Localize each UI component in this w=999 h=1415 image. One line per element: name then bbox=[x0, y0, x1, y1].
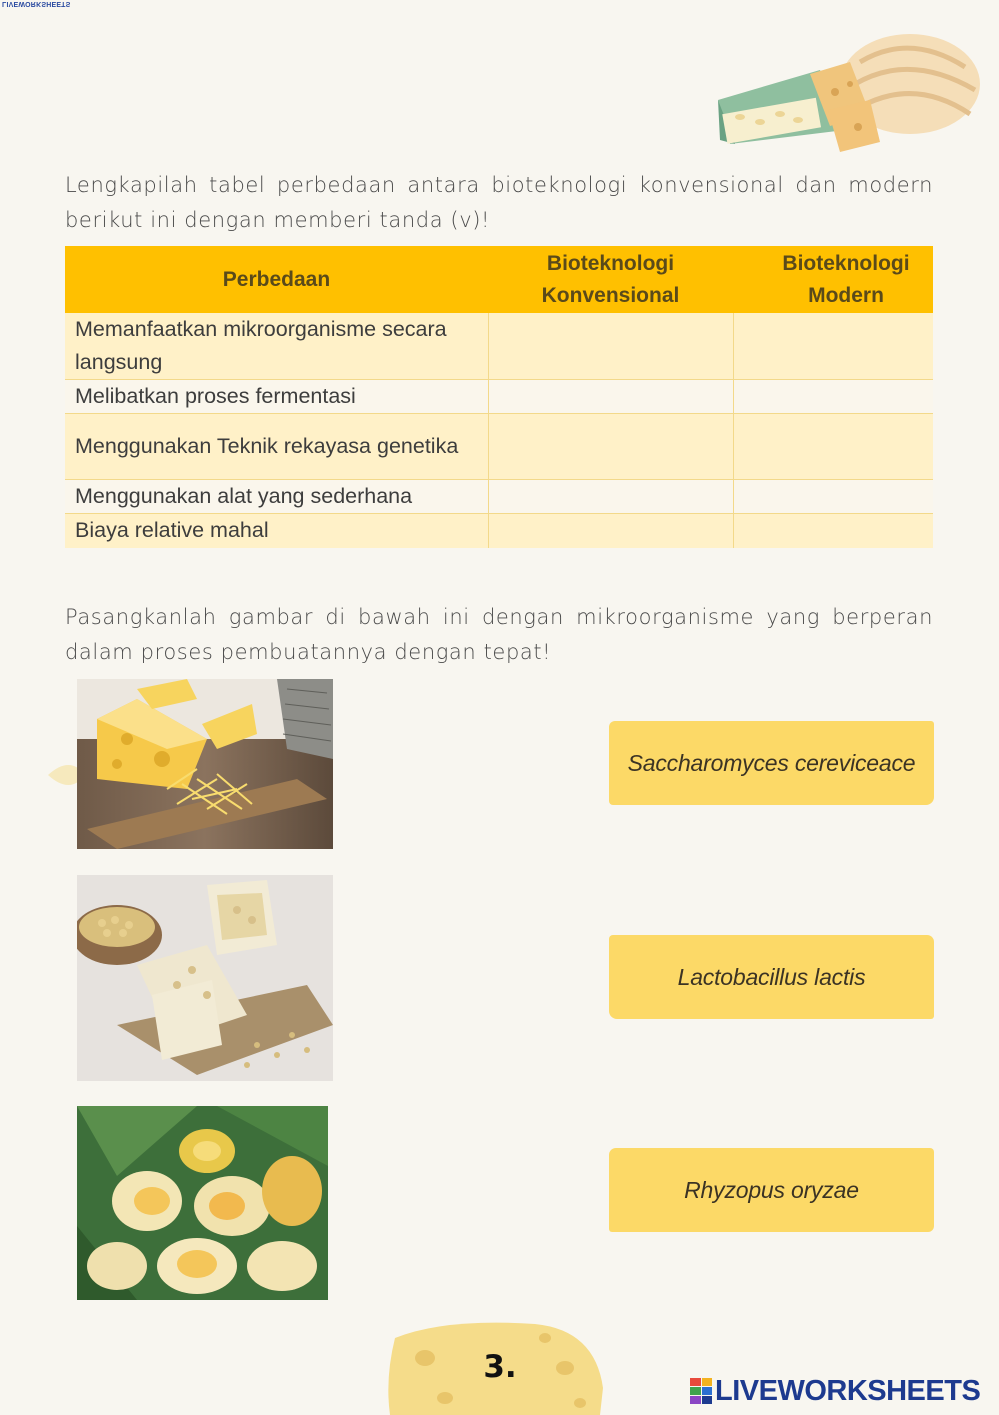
table-row bbox=[65, 480, 933, 514]
cheese-photo[interactable] bbox=[77, 679, 333, 849]
check-cell-modern[interactable] bbox=[733, 313, 933, 380]
check-cell-konvensional[interactable] bbox=[488, 480, 733, 514]
table-row bbox=[65, 380, 933, 414]
check-cell-konvensional[interactable] bbox=[488, 414, 733, 480]
row-label: Memanfaatkan mikroorganisme secara langsung bbox=[65, 313, 488, 380]
liveworksheets-small-logo: LIVEWORKSHEETS bbox=[2, 0, 71, 7]
check-cell-konvensional[interactable] bbox=[488, 313, 733, 380]
row-label: Biaya relative mahal bbox=[65, 514, 488, 548]
check-cell-konvensional[interactable] bbox=[488, 514, 733, 548]
check-cell-modern[interactable] bbox=[733, 380, 933, 414]
tape-singkong-photo[interactable] bbox=[77, 1106, 328, 1300]
table-row bbox=[65, 414, 933, 480]
comparison-table bbox=[65, 246, 933, 548]
table-instruction: Lengkapilah tabel perbedaan antara bioteknologi konvensional dan modern berikut ini dengan memberi tanda (v)! bbox=[65, 173, 933, 232]
page-number: 3. bbox=[483, 1349, 517, 1385]
food-decoration-icon bbox=[710, 22, 990, 162]
tempeh-photo[interactable] bbox=[77, 875, 333, 1081]
check-cell-modern[interactable] bbox=[733, 480, 933, 514]
check-cell-modern[interactable] bbox=[733, 414, 933, 480]
matching-instruction: Pasangkanlah gambar di bawah ini dengan mikroorganisme yang berperan dalam proses pembuatannya dengan tepat! bbox=[65, 605, 933, 664]
row-label: Menggunakan alat yang sederhana bbox=[65, 480, 488, 514]
column-header-modern: Bioteknologi Modern bbox=[733, 246, 933, 313]
liveworksheets-brand: LIVEWORKSHEETS bbox=[715, 1374, 981, 1407]
column-header-perbedaan: Perbedaan bbox=[65, 246, 488, 313]
answer-box-rhyzopus[interactable]: Rhyzopus oryzae bbox=[609, 1148, 934, 1232]
table-row bbox=[65, 514, 933, 548]
check-cell-konvensional[interactable] bbox=[488, 380, 733, 414]
answer-box-lactobacillus[interactable]: Lactobacillus lactis bbox=[609, 935, 934, 1019]
liveworksheets-logo[interactable] bbox=[690, 1374, 980, 1408]
row-label: Menggunakan Teknik rekayasa genetika bbox=[65, 414, 488, 480]
column-header-konvensional: Bioteknologi Konvensional bbox=[488, 246, 733, 313]
answer-box-saccharomyces[interactable]: Saccharomyces cereviceace bbox=[609, 721, 934, 805]
row-label: Melibatkan proses fermentasi bbox=[65, 380, 488, 414]
liveworksheets-mark-icon bbox=[690, 1378, 712, 1404]
check-cell-modern[interactable] bbox=[733, 514, 933, 548]
table-row bbox=[65, 313, 933, 380]
